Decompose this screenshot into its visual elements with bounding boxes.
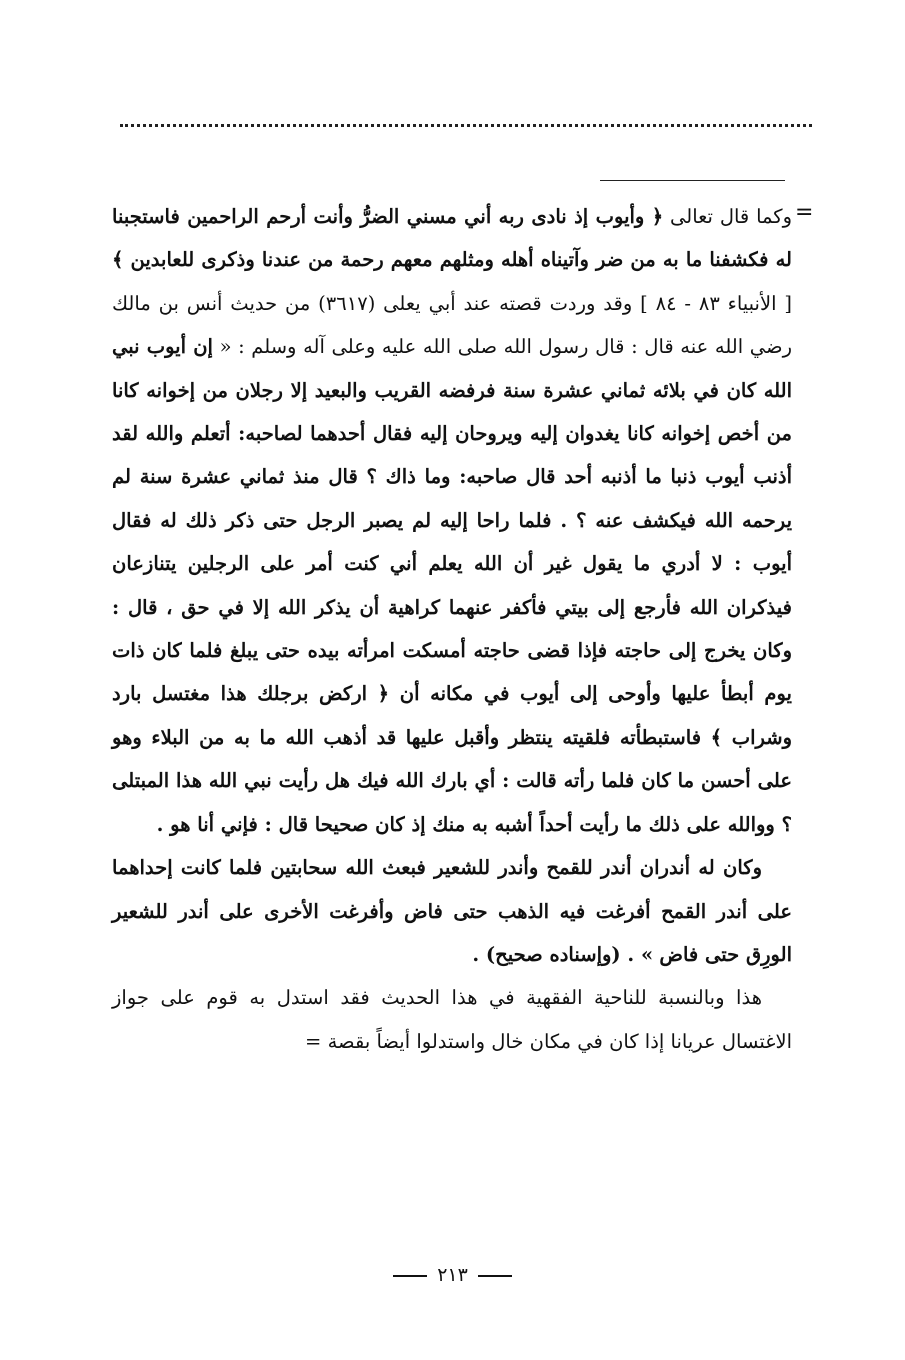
footnote-paragraph-1 [112,195,792,846]
page-number: ٢١٣ [437,1264,468,1286]
footnote-paragraph-3 [112,976,792,1063]
footnote-text [112,195,792,1063]
intro-text: وكما قال تعالى [670,205,792,228]
isnad-note: » . (وإسناده صحيح) . [472,942,654,966]
hadith-text: إن أيوب نبي الله كان في بلائه ثماني عشرة سنة فرفضه القريب والبعيد إلا رجلان من إخوانه كانا من أخص إخوانه كانا يغدوان إليه ويروحان إليه فقال أحدهما لصاحبه: أتعلم والله لقد أذنب أيوب ذنبا ما أذنبه أحد قال صاحبه: وما ذاك ؟ قال منذ ثماني عشرة سنة لم يرحمه الله فيكشف عنه ؟ . فلما راحا إليه لم يصبر الرجل حتى ذكر ذلك له فقال أيوب : لا أدري ما يقول غير أن الله يعلم أني كنت أمر على الرجلين يتنازعان فيذكران الله فأرجع إلى بيتي فأكفر عنهما كراهية أن يذكر الله إلا في حق ، قال : وكان يخرج إلى حاجته فإذا قضى حاجته أمسكت امرأته بيده حتى يبلغ فلما كان ذات يوم أبطأ عليها وأوحى إلى أيوب في مكانه أن ﴿ اركض برجلك هذا مغتسل بارد وشراب ﴾ فاستبطأته فلقيته ينتظر وأقبل عليها قد أذهب الله ما به من البلاء وهو على أحسن ما كان فلما رأته قالت : أي بارك الله فيك هل رأيت نبي الله هذا المبتلى ؟ ووالله على ذلك ما رأيت أحداً أشبه به منك إذ كان صحيحا قال : فإني أنا هو . [112,335,792,836]
footnote-paragraph-2 [112,846,792,976]
hadith-text-continued: وكان له أندران أندر للقمح وأندر للشعير فبعث الله سحابتين فلما كانت إحداهما على أندر القمح أفرغت فيه الذهب حتى فاض وأفرغت الأخرى على أندر للشعير الورِق حتى فاض [112,856,792,966]
continuation-mark: = [795,200,814,225]
fiqh-commentary: هذا وبالنسبة للناحية الفقهية في هذا الحديث فقد استدل به قوم على جواز الاغتسال عريانا إذا كان في مكان خال واستدلوا أيضاً بقصة = [112,986,792,1053]
footnote-separator-line [600,180,785,181]
citation-text: [ الأنبياء ٨٣ - ٨٤ ] وقد وردت قصته عند أبي يعلى (٣٦١٧) من حديث أنس بن مالك رضي الله عنه قال : قال رسول الله صلى الله عليه وعلى آله وسلم : « [112,291,792,359]
header-dotted-separator [120,124,812,127]
page-number-dash-left [393,1275,427,1277]
page-number-dash-right [478,1275,512,1277]
page-number-footer [0,1264,905,1286]
quran-verse: ﴿ وأيوب إذ نادى ربه أني مسني الضرُّ وأنت أرحم الراحمين فاستجبنا له فكشفنا ما به من ضر وآتيناه أهله ومثلهم معهم رحمة من عندنا وذكرى للعابدين ﴾ [112,205,792,272]
